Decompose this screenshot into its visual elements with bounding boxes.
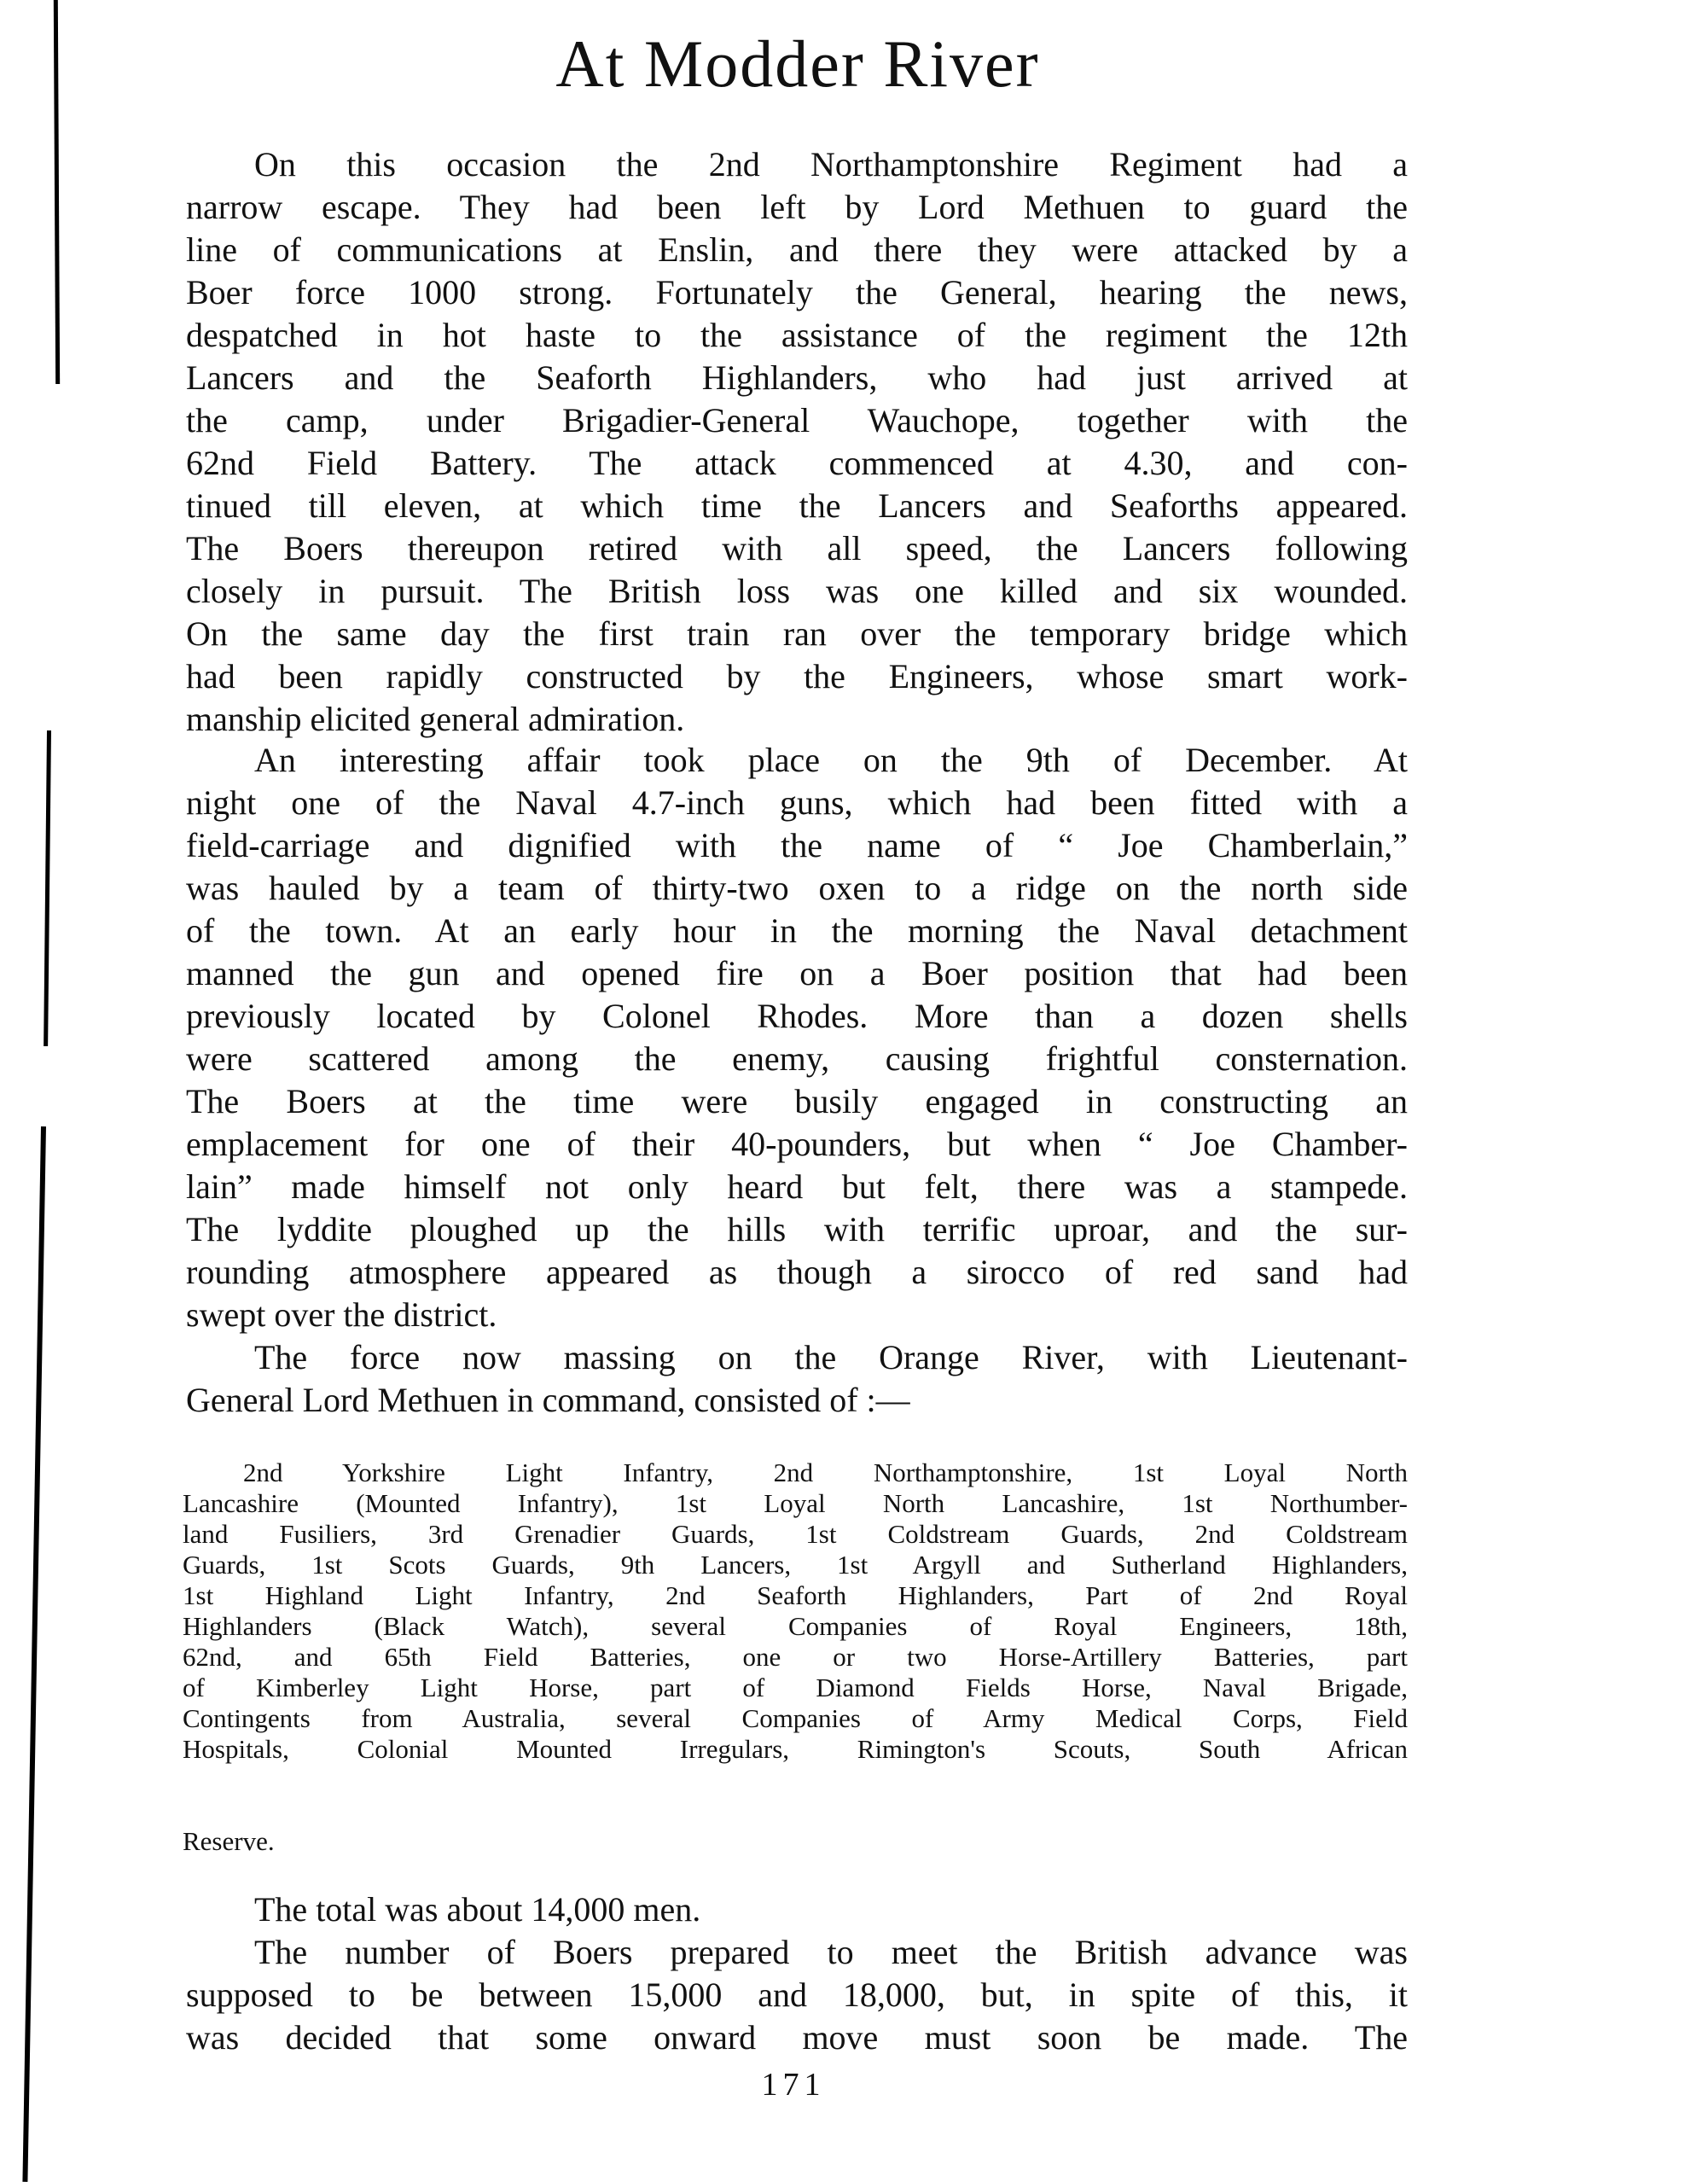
text-line: were scattered among the enemy, causing frightful consternation. <box>186 1039 1408 1078</box>
text-line: The force now massing on the Orange River, with Lieutenant- <box>254 1338 1408 1376</box>
list-line: 62nd, and 65th Field Batteries, one or two Horse-Artillery Batteries, part <box>183 1642 1408 1672</box>
text-line: General Lord Methuen in command, consisted of :— <box>186 1381 910 1419</box>
text-line: line of communications at Enslin, and there they were attacked by a <box>186 230 1408 269</box>
text-line: swept over the district. <box>186 1295 497 1334</box>
text-line: despatched in hot haste to the assistance of the regiment the 12th <box>186 316 1408 354</box>
list-line: Hospitals, Colonial Mounted Irregulars, Rimington's Scouts, South African <box>183 1734 1408 1764</box>
text-line: The number of Boers prepared to meet the British advance was <box>254 1933 1408 1971</box>
text-line: supposed to be between 15,000 and 18,000, but, in spite of this, it <box>186 1975 1408 2014</box>
text-line: 62nd Field Battery. The attack commenced at 4.30, and con- <box>186 444 1408 482</box>
text-line: An interesting affair took place on the 9th of December. At <box>254 741 1408 779</box>
text-line: tinued till eleven, at which time the Lancers and Seaforths appeared. <box>186 486 1408 525</box>
text-line: On this occasion the 2nd Northamptonshire Regiment had a <box>254 145 1408 183</box>
list-line: Lancashire (Mounted Infantry), 1st Loyal North Lancashire, 1st Northumber- <box>183 1488 1408 1518</box>
list-line: Guards, 1st Scots Guards, 9th Lancers, 1st Argyll and Sutherland Highlanders, <box>183 1550 1408 1580</box>
list-line: 1st Highland Light Infantry, 2nd Seaforth Highlanders, Part of 2nd Royal <box>183 1580 1408 1610</box>
list-line: Contingents from Australia, several Companies of Army Medical Corps, Field <box>183 1703 1408 1733</box>
text-line: was decided that some onward move must soon be made. The <box>186 2018 1408 2057</box>
text-line: rounding atmosphere appeared as though a sirocco of red sand had <box>186 1253 1408 1291</box>
text-line: lain” made himself not only heard but felt, there was a stampede. <box>186 1167 1408 1206</box>
text-line: The lyddite ploughed up the hills with terrific uproar, and the sur- <box>186 1210 1408 1248</box>
list-line: Highlanders (Black Watch), several Companies of Royal Engineers, 18th, <box>183 1611 1408 1641</box>
text-line: field-carriage and dignified with the name of “ Joe Chamberlain,” <box>186 826 1408 864</box>
text-line: was hauled by a team of thirty-two oxen to a ridge on the north side <box>186 869 1408 907</box>
text-line: the camp, under Brigadier-General Wauchope, together with the <box>186 401 1408 439</box>
text-line: previously located by Colonel Rhodes. More than a dozen shells <box>186 997 1408 1035</box>
text-line: had been rapidly constructed by the Engineers, whose smart work- <box>186 657 1408 695</box>
list-line: 2nd Yorkshire Light Infantry, 2nd Northamptonshire, 1st Loyal North <box>243 1458 1408 1487</box>
text-line: The total was about 14,000 men. <box>254 1890 701 1929</box>
scan-edge-line <box>44 730 51 1046</box>
text-line: narrow escape. They had been left by Lord Methuen to guard the <box>186 188 1408 226</box>
text-line: emplacement for one of their 40-pounders, but when “ Joe Chamber- <box>186 1125 1408 1163</box>
scan-edge-line <box>22 1126 46 2182</box>
text-line: Boer force 1000 strong. Fortunately the General, hearing the news, <box>186 273 1408 311</box>
list-line: Reserve. <box>183 1826 275 1856</box>
text-line: closely in pursuit. The British loss was one killed and six wounded. <box>186 572 1408 610</box>
list-line: of Kimberley Light Horse, part of Diamond Fields Horse, Naval Brigade, <box>183 1673 1408 1702</box>
text-line: Lancers and the Seaforth Highlanders, who had just arrived at <box>186 358 1408 397</box>
text-line: night one of the Naval 4.7-inch guns, which had been fitted with a <box>186 783 1408 822</box>
text-line: The Boers at the time were busily engaged in constructing an <box>186 1082 1408 1120</box>
text-line: manned the gun and opened fire on a Boer position that had been <box>186 954 1408 992</box>
list-line: land Fusiliers, 3rd Grenadier Guards, 1st Coldstream Guards, 2nd Coldstream <box>183 1519 1408 1549</box>
text-line: of the town. At an early hour in the morning the Naval detachment <box>186 911 1408 950</box>
text-line: The Boers thereupon retired with all speed, the Lancers following <box>186 529 1408 567</box>
page-number: 171 <box>761 2067 826 2103</box>
text-line: manship elicited general admiration. <box>186 700 685 738</box>
chapter-title: At Modder River <box>555 26 1040 101</box>
text-line: On the same day the first train ran over the temporary bridge which <box>186 614 1408 653</box>
